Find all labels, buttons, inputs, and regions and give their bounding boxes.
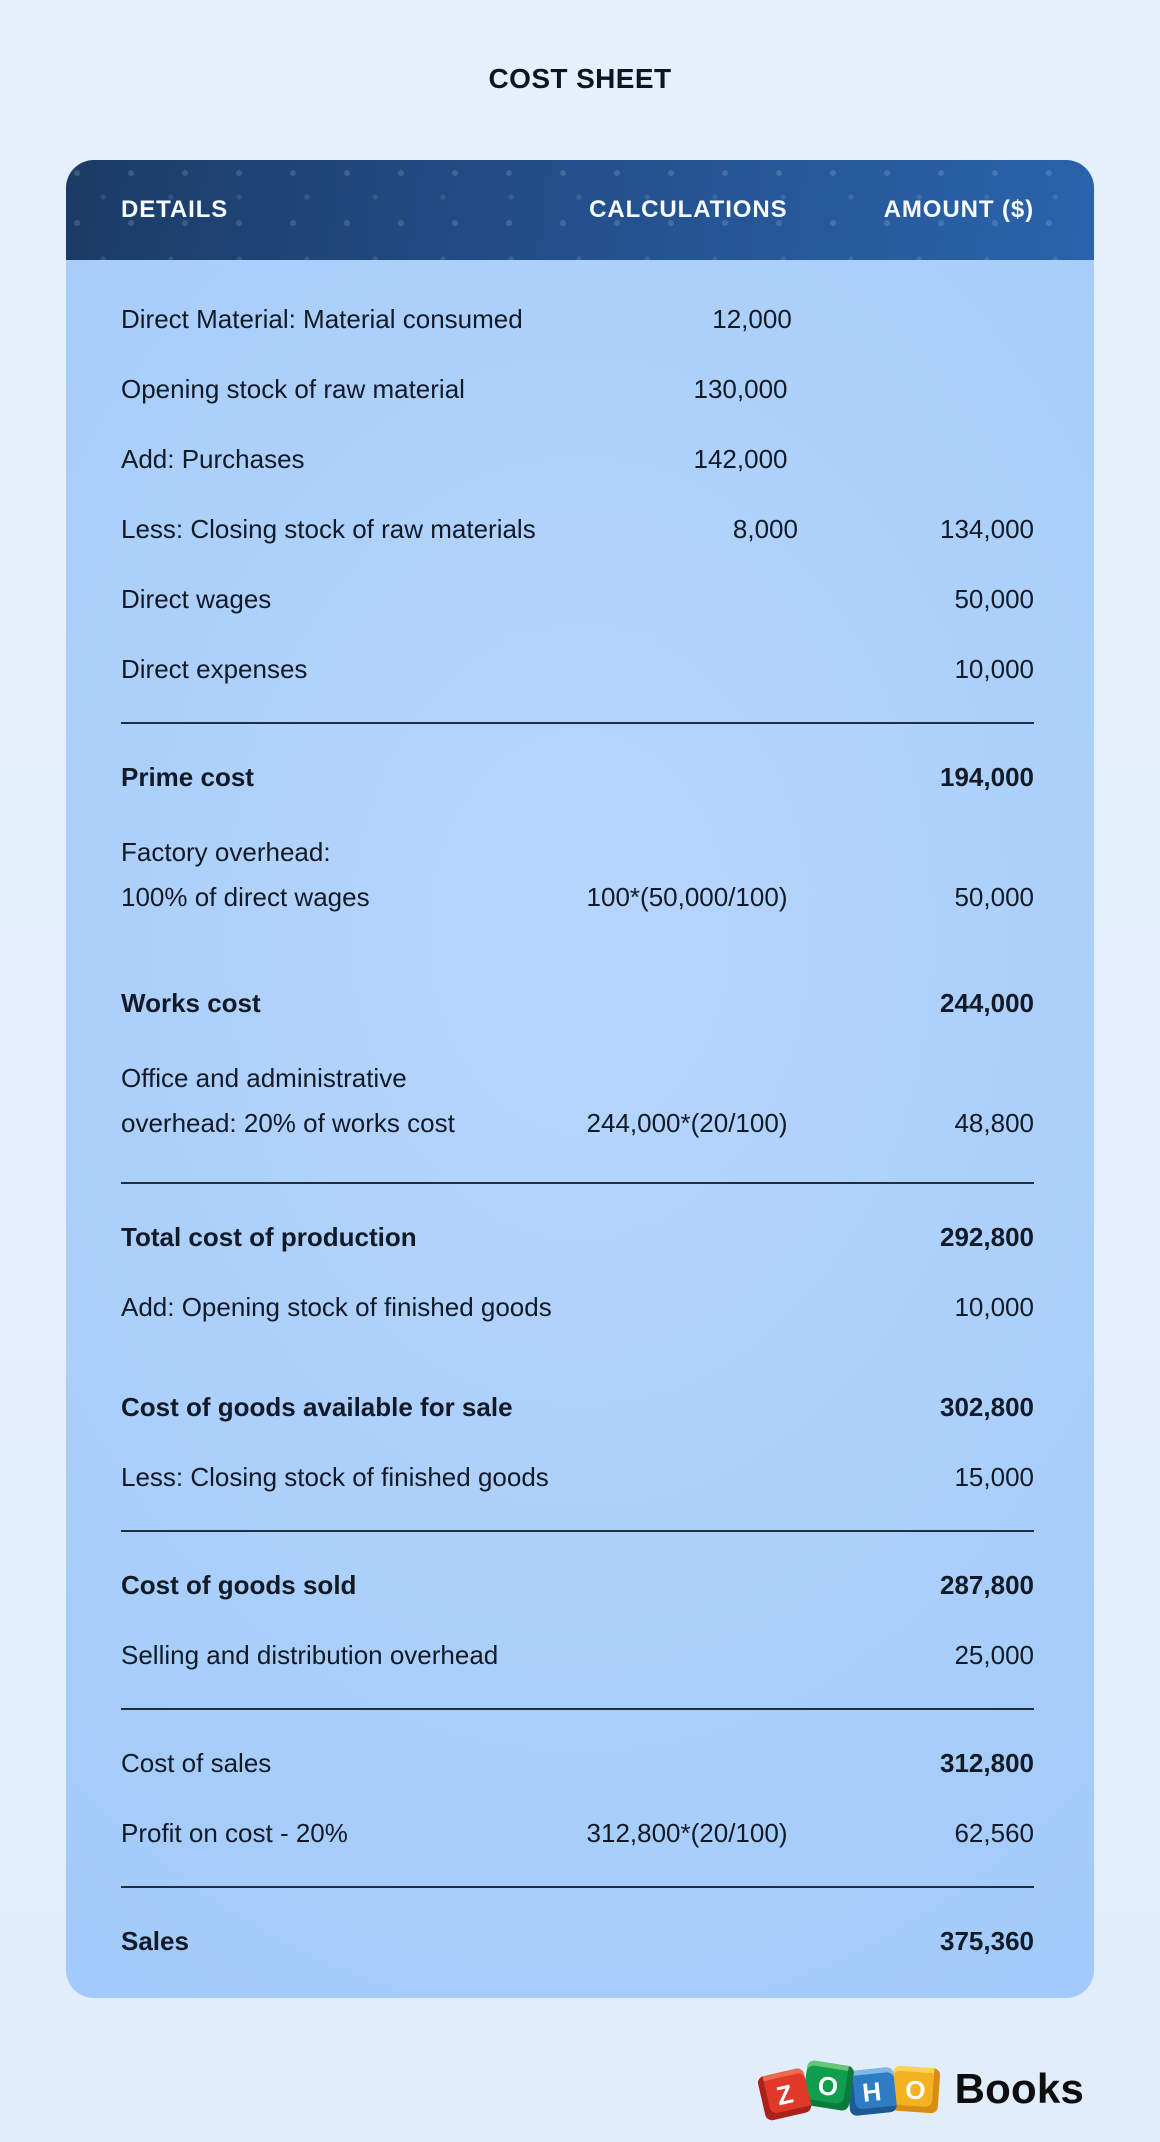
- table-header-row: [66, 160, 1094, 260]
- table-row: [121, 1746, 1034, 1780]
- column-header-details: DETAILS: [121, 196, 229, 223]
- row-amount: 375,360: [940, 1926, 1034, 1956]
- row-amount: 15,000: [954, 1462, 1034, 1492]
- row-label: Cost of sales: [121, 1748, 272, 1778]
- zoho-books-logo: [760, 2054, 1084, 2124]
- row-calculation: 142,000: [693, 444, 788, 474]
- table-row: [121, 1816, 1034, 1850]
- section-divider: [121, 1530, 1034, 1532]
- row-calculation: 312,800*(20/100): [586, 1818, 788, 1848]
- row-calculation: 12,000: [712, 304, 792, 334]
- table-row: [121, 512, 1034, 546]
- zoho-cube-o: O: [801, 2059, 854, 2111]
- row-amount: 10,000: [954, 654, 1034, 684]
- row-amount: 292,800: [940, 1222, 1034, 1252]
- section-divider: [121, 722, 1034, 724]
- cost-sheet-card: [66, 160, 1094, 1998]
- row-label: Direct expenses: [121, 654, 308, 684]
- row-amount: 10,000: [954, 1292, 1034, 1322]
- row-label: Opening stock of raw material: [121, 374, 465, 404]
- table-row: [121, 1290, 1034, 1324]
- row-amount: 50,000: [954, 882, 1034, 912]
- table-row: [121, 1924, 1034, 1958]
- table-row: [121, 302, 1034, 336]
- row-amount: 50,000: [954, 584, 1034, 614]
- brand-name-books: Books: [954, 2065, 1084, 2112]
- table-row: [121, 986, 1034, 1020]
- zoho-cube-o: O: [890, 2065, 940, 2113]
- table-row: [121, 372, 1034, 406]
- row-amount: 287,800: [940, 1570, 1034, 1600]
- zoho-cube-h: H: [846, 2066, 897, 2116]
- row-label: Office and administrative overhead: 20% of works cost: [121, 1063, 455, 1138]
- row-amount: 312,800: [940, 1748, 1034, 1778]
- table-row: [121, 1056, 1034, 1146]
- row-amount: 25,000: [954, 1640, 1034, 1670]
- row-amount: 134,000: [940, 514, 1034, 544]
- table-row: [121, 760, 1034, 794]
- row-amount: 194,000: [940, 762, 1034, 792]
- table-row: [121, 1568, 1034, 1602]
- zoho-logo-cubes: [760, 2067, 936, 2112]
- column-header-amount: AMOUNT ($): [883, 196, 1034, 223]
- table-row: [121, 442, 1034, 476]
- row-amount: 62,560: [954, 1818, 1034, 1848]
- section-divider: [121, 1708, 1034, 1710]
- row-label: Factory overhead: 100% of direct wages: [121, 837, 370, 912]
- row-amount: 48,800: [954, 1108, 1034, 1138]
- row-calculation: 100*(50,000/100): [586, 882, 788, 912]
- row-calculation: 130,000: [693, 374, 788, 404]
- row-label: Less: Closing stock of finished goods: [121, 1462, 549, 1492]
- row-label: Profit on cost - 20%: [121, 1818, 348, 1848]
- table-row: [121, 1220, 1034, 1254]
- row-label: Works cost: [121, 988, 261, 1018]
- table-row: [121, 830, 1034, 920]
- zoho-cube-z: Z: [756, 2067, 812, 2121]
- row-calculation: 244,000*(20/100): [586, 1108, 788, 1138]
- row-label: Add: Purchases: [121, 444, 305, 474]
- row-label: Direct Material: Material consumed: [121, 304, 523, 334]
- row-calculation: 8,000: [732, 514, 798, 544]
- row-label: Sales: [121, 1926, 189, 1956]
- table-row: [121, 652, 1034, 686]
- row-label: Cost of goods available for sale: [121, 1392, 513, 1422]
- section-divider: [121, 1182, 1034, 1184]
- column-header-calculations: CALCULATIONS: [589, 196, 788, 223]
- table-row: [121, 582, 1034, 616]
- section-divider: [121, 1886, 1034, 1888]
- row-amount: 302,800: [940, 1392, 1034, 1422]
- table-row: [121, 1638, 1034, 1672]
- table-body: [66, 260, 1094, 1958]
- row-label: Add: Opening stock of finished goods: [121, 1292, 552, 1322]
- row-label: Less: Closing stock of raw materials: [121, 514, 536, 544]
- row-amount: 244,000: [940, 988, 1034, 1018]
- row-label: Cost of goods sold: [121, 1570, 357, 1600]
- row-label: Selling and distribution overhead: [121, 1640, 499, 1670]
- table-row: [121, 1390, 1034, 1424]
- row-label: Total cost of production: [121, 1222, 417, 1252]
- page-title: COST SHEET: [488, 63, 672, 94]
- table-row: [121, 1460, 1034, 1494]
- row-label: Direct wages: [121, 584, 272, 614]
- row-label: Prime cost: [121, 762, 254, 792]
